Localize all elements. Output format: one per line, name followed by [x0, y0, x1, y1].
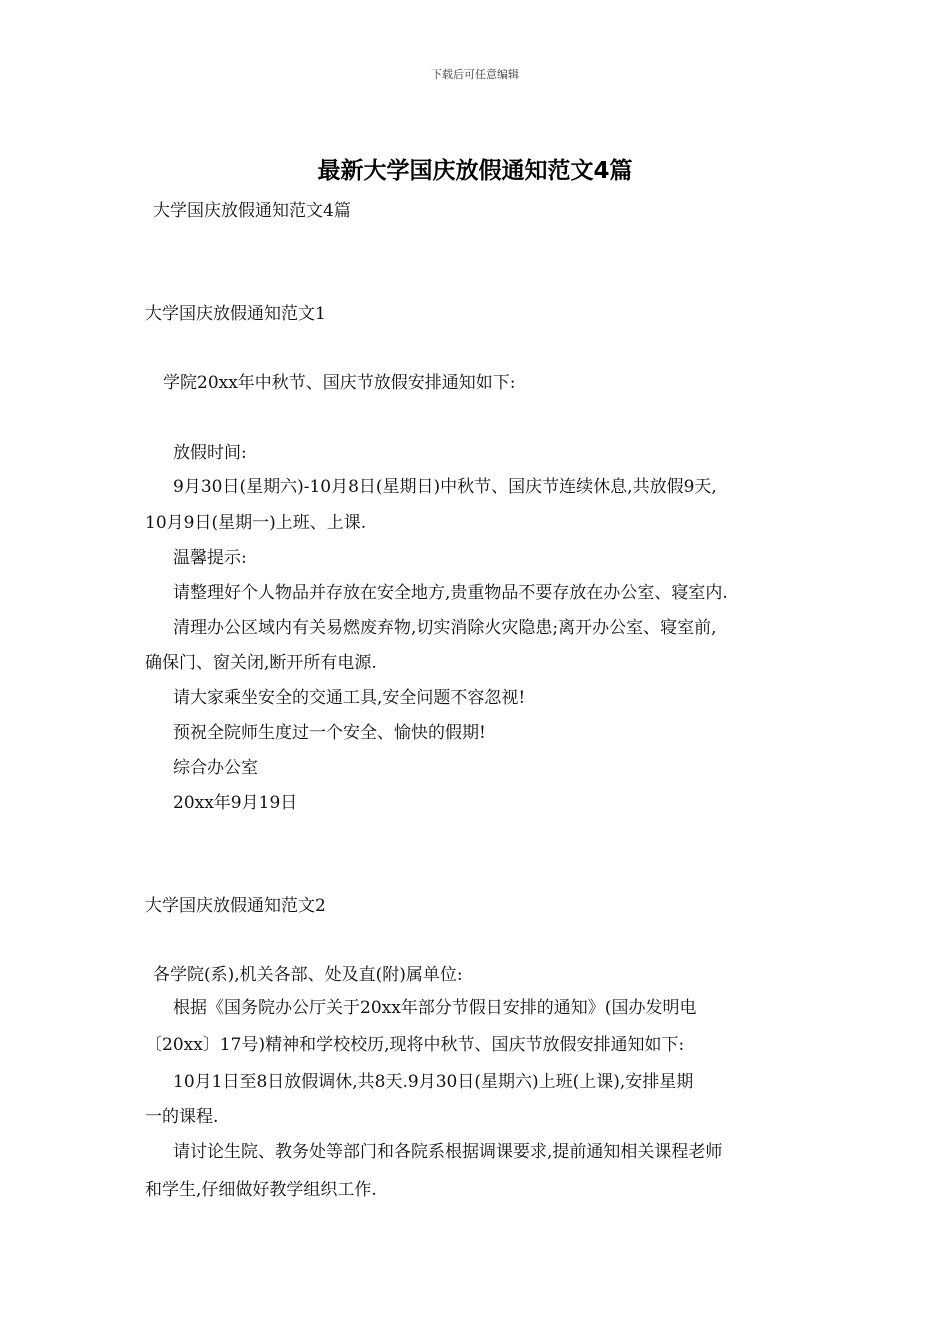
- section2-para3-line2: 和学生,仔细做好教学组织工作.: [145, 1180, 377, 1200]
- section1-tip2-line1: 清理办公区域内有关易燃废弃物,切实消除火灾隐患;离开办公室、寝室前,: [173, 618, 717, 638]
- section2-para3-line1: 请讨论生院、教务处等部门和各院系根据调课要求,提前通知相关课程老师: [173, 1142, 723, 1162]
- section2-heading: 大学国庆放假通知范文2: [145, 896, 326, 916]
- section2-para1-line2: 〔20xx〕17号)精神和学校校历,现将中秋节、国庆节放假安排通知如下:: [145, 1035, 685, 1055]
- section1-time-line2: 10月9日(星期一)上班、上课.: [145, 513, 367, 533]
- section1-tip3: 请大家乘坐安全的交通工具,安全问题不容忽视!: [173, 688, 526, 708]
- section2-para2-line1: 10月1日至8日放假调休,共8天.9月30日(星期六)上班(上课),安排星期: [173, 1072, 694, 1092]
- section1-signer: 综合办公室: [173, 758, 258, 778]
- section1-intro: 学院20xx年中秋节、国庆节放假安排通知如下:: [163, 373, 516, 393]
- section1-tips-label: 温馨提示:: [173, 548, 247, 568]
- section2-para1-line1: 根据《国务院办公厅关于20xx年部分节假日安排的通知》(国办发明电: [173, 998, 697, 1018]
- section1-tip2-line2: 确保门、窗关闭,断开所有电源.: [145, 653, 377, 673]
- section1-date: 20xx年9月19日: [173, 793, 298, 813]
- section1-wish: 预祝全院师生度过一个安全、愉快的假期!: [173, 723, 486, 743]
- section1-heading: 大学国庆放假通知范文1: [145, 304, 326, 324]
- section2-para2-line2: 一的课程.: [145, 1107, 219, 1127]
- document-title: 最新大学国庆放假通知范文4篇: [317, 158, 633, 184]
- section1-time-line1: 9月30日(星期六)-10月8日(星期日)中秋节、国庆节连续休息,共放假9天,: [173, 477, 717, 497]
- section2-salutation: 各学院(系),机关各部、处及直(附)属单位:: [153, 965, 463, 985]
- header-note: 下载后可任意编辑: [431, 68, 519, 81]
- document-subtitle: 大学国庆放假通知范文4篇: [153, 201, 351, 221]
- section1-time-label: 放假时间:: [173, 443, 247, 463]
- section1-tip1: 请整理好个人物品并存放在安全地方,贵重物品不要存放在办公室、寝室内.: [173, 583, 728, 603]
